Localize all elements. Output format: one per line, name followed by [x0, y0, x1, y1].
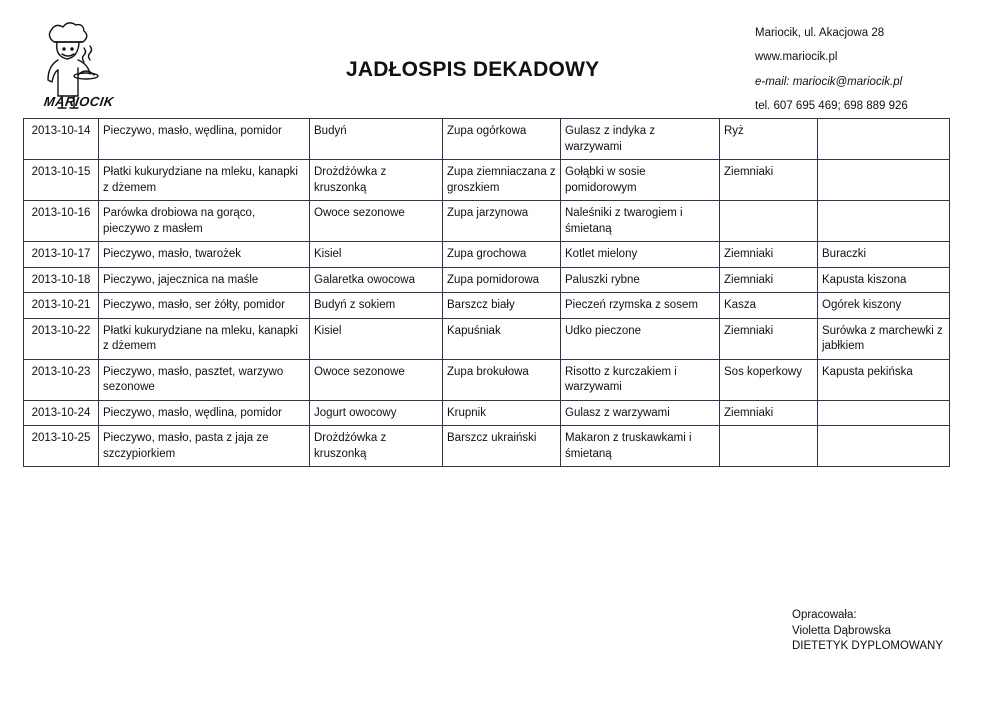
side-dish-cell: Ziemniaki	[720, 160, 818, 201]
salad-cell: Kapusta kiszona	[818, 267, 950, 293]
table-row	[24, 293, 950, 319]
snack-cell: Owoce sezonowe	[310, 359, 443, 400]
date-cell: 2013-10-22	[24, 318, 99, 359]
main-dish-cell: Makaron z truskawkami i śmietaną	[561, 426, 720, 467]
side-dish-cell	[720, 426, 818, 467]
logo-wordmark: MARIOCIK	[42, 94, 115, 109]
soup-cell: Zupa grochowa	[443, 242, 561, 268]
breakfast-cell: Parówka drobiowa na gorąco, pieczywo z masłem	[99, 201, 310, 242]
contact-info	[755, 21, 908, 119]
prepared-by-label: Opracowała:	[792, 609, 857, 621]
breakfast-cell: Pieczywo, masło, twarożek	[99, 242, 310, 268]
salad-cell: Ogórek kiszony	[818, 293, 950, 319]
breakfast-cell: Pieczywo, masło, wędlina, pomidor	[99, 119, 310, 160]
side-dish-cell: Ryż	[720, 119, 818, 160]
main-dish-cell: Paluszki rybne	[561, 267, 720, 293]
salad-cell	[818, 426, 950, 467]
date-cell: 2013-10-14	[24, 119, 99, 160]
salad-cell	[818, 400, 950, 426]
date-cell: 2013-10-25	[24, 426, 99, 467]
table-row	[24, 201, 950, 242]
soup-cell: Zupa pomidorowa	[443, 267, 561, 293]
table-row	[24, 426, 950, 467]
breakfast-cell: Pieczywo, masło, pasztet, warzywo sezonowe	[99, 359, 310, 400]
snack-cell: Drożdżówka z kruszonką	[310, 160, 443, 201]
salad-cell	[818, 201, 950, 242]
main-dish-cell: Gulasz z warzywami	[561, 400, 720, 426]
side-dish-cell: Sos koperkowy	[720, 359, 818, 400]
page-title: JADŁOSPIS DEKADOWY	[346, 58, 600, 81]
soup-cell: Zupa ogórkowa	[443, 119, 561, 160]
date-cell: 2013-10-18	[24, 267, 99, 293]
date-cell: 2013-10-17	[24, 242, 99, 268]
breakfast-cell: Pieczywo, masło, pasta z jaja ze szczypiorkiem	[99, 426, 310, 467]
soup-cell: Zupa jarzynowa	[443, 201, 561, 242]
contact-website: www.mariocik.pl	[755, 51, 838, 64]
soup-cell: Zupa brokułowa	[443, 359, 561, 400]
table-row	[24, 242, 950, 268]
date-cell: 2013-10-16	[24, 201, 99, 242]
breakfast-cell: Pieczywo, masło, wędlina, pomidor	[99, 400, 310, 426]
table-row	[24, 119, 950, 160]
date-cell: 2013-10-15	[24, 160, 99, 201]
main-dish-cell: Gołąbki w sosie pomidorowym	[561, 160, 720, 201]
salad-cell: Buraczki	[818, 242, 950, 268]
side-dish-cell: Ziemniaki	[720, 318, 818, 359]
snack-cell: Kisiel	[310, 318, 443, 359]
dietitian-role: DIETETYK DYPLOMOWANY	[792, 640, 944, 652]
soup-cell: Krupnik	[443, 400, 561, 426]
side-dish-cell: Kasza	[720, 293, 818, 319]
salad-cell: Surówka z marchewki z jabłkiem	[818, 318, 950, 359]
date-cell: 2013-10-21	[24, 293, 99, 319]
soup-cell: Barszcz ukraiński	[443, 426, 561, 467]
date-cell: 2013-10-24	[24, 400, 99, 426]
side-dish-cell: Ziemniaki	[720, 242, 818, 268]
breakfast-cell: Płatki kukurydziane na mleku, kanapki z dżemem	[99, 318, 310, 359]
table-row	[24, 359, 950, 400]
table-row	[24, 160, 950, 201]
snack-cell: Jogurt owocowy	[310, 400, 443, 426]
soup-cell: Zupa ziemniaczana z groszkiem	[443, 160, 561, 201]
main-dish-cell: Udko pieczone	[561, 318, 720, 359]
main-dish-cell: Pieczeń rzymska z sosem	[561, 293, 720, 319]
main-dish-cell: Kotlet mielony	[561, 242, 720, 268]
salad-cell: Kapusta pekińska	[818, 359, 950, 400]
snack-cell: Kisiel	[310, 242, 443, 268]
snack-cell: Galaretka owocowa	[310, 267, 443, 293]
contact-email: e-mail: mariocik@mariocik.pl	[755, 75, 903, 88]
contact-phone: tel. 607 695 469; 698 889 926	[755, 100, 908, 113]
contact-address: Mariocik, ul. Akacjowa 28	[755, 27, 885, 39]
side-dish-cell	[720, 201, 818, 242]
salad-cell	[818, 160, 950, 201]
snack-cell: Drożdżówka z kruszonką	[310, 426, 443, 467]
soup-cell: Barszcz biały	[443, 293, 561, 319]
snack-cell: Budyń z sokiem	[310, 293, 443, 319]
snack-cell: Budyń	[310, 119, 443, 160]
table-row	[24, 267, 950, 293]
side-dish-cell: Ziemniaki	[720, 267, 818, 293]
main-dish-cell: Naleśniki z twarogiem i śmietaną	[561, 201, 720, 242]
main-dish-cell: Gulasz z indyka z warzywami	[561, 119, 720, 160]
breakfast-cell: Płatki kukurydziane na mleku, kanapki z dżemem	[99, 160, 310, 201]
signature-block	[792, 608, 943, 655]
breakfast-cell: Pieczywo, jajecznica na maśle	[99, 267, 310, 293]
snack-cell: Owoce sezonowe	[310, 201, 443, 242]
salad-cell	[818, 119, 950, 160]
menu-table	[23, 118, 950, 467]
soup-cell: Kapuśniak	[443, 318, 561, 359]
breakfast-cell: Pieczywo, masło, ser żółty, pomidor	[99, 293, 310, 319]
table-row	[24, 400, 950, 426]
date-cell: 2013-10-23	[24, 359, 99, 400]
main-dish-cell: Risotto z kurczakiem i warzywami	[561, 359, 720, 400]
dietitian-name: Violetta Dąbrowska	[792, 624, 891, 637]
table-row	[24, 318, 950, 359]
side-dish-cell: Ziemniaki	[720, 400, 818, 426]
